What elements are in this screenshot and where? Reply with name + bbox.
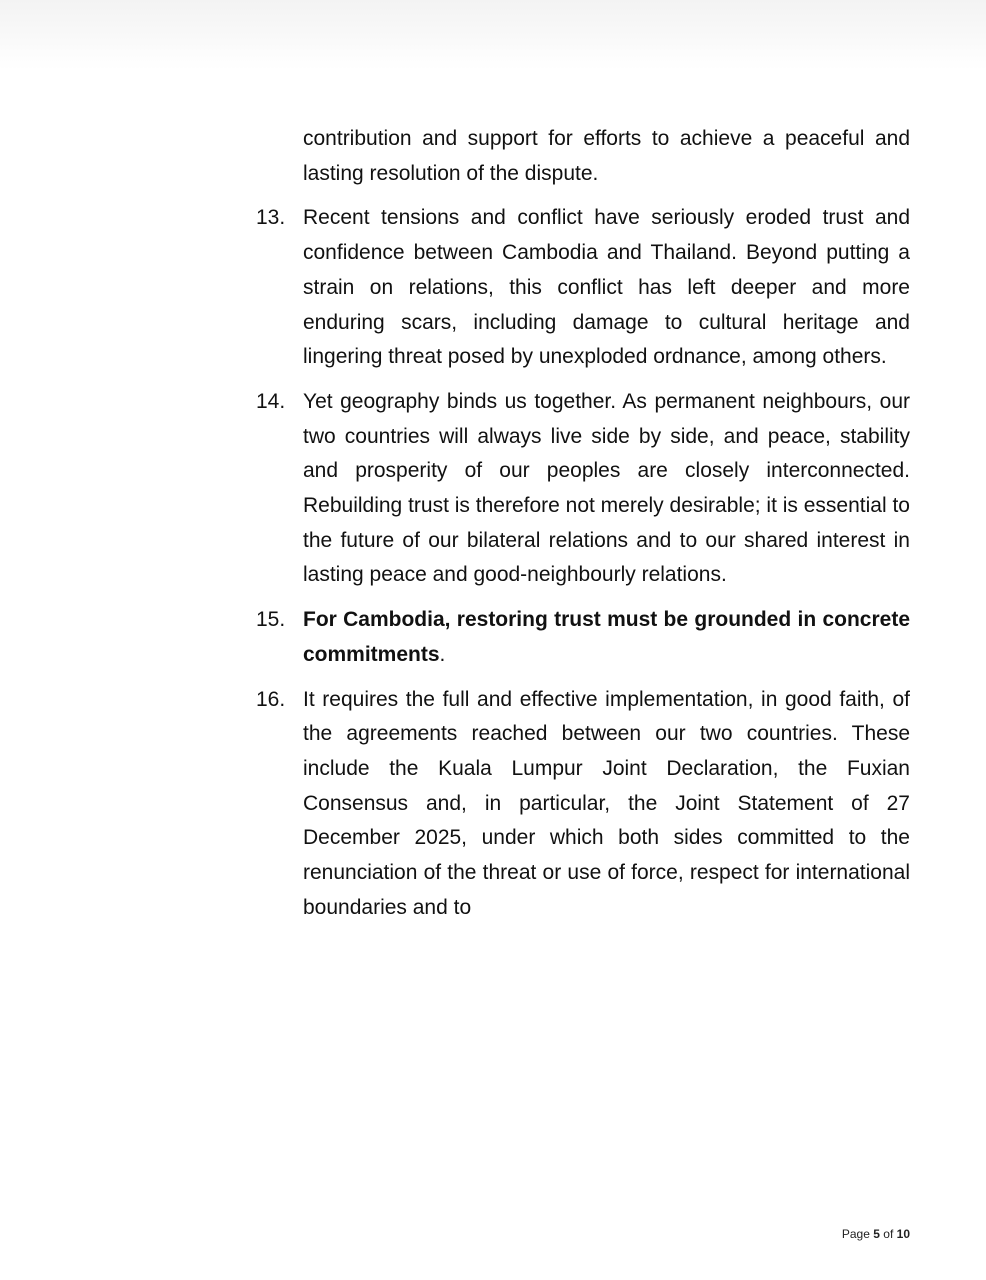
paragraph-13 — [256, 201, 910, 375]
paragraph-16 — [256, 683, 910, 926]
paragraph-15 — [256, 603, 910, 672]
total-pages-number: 10 — [896, 1227, 910, 1241]
page-footer — [842, 1227, 910, 1241]
page-label: Page — [841, 1227, 870, 1241]
paragraph-text: contribution and support for efforts to achieve a peaceful and lasting resolution of the dispute. — [303, 127, 910, 185]
page-top-shadow — [0, 0, 986, 70]
paragraph-text: Yet geography binds us together. As permanent neighbours, our two countries will always live side by side, and peace, stability and prosperity of our peoples are closely interconnected. Rebuilding trust is therefore not merely desirable; it is essential to the future of our bilateral relations and to our shared interest in lasting peace and good-neighbourly relations. — [303, 389, 910, 587]
paragraph-bold-text: For Cambodia, restoring trust must be grounded in concrete commitments — [303, 608, 910, 666]
current-page-number: 5 — [873, 1227, 880, 1241]
paragraph-number: 13. — [256, 206, 286, 230]
paragraph-text: It requires the full and effective implementation, in good faith, of the agreements reached between our two countries. These include the Kuala Lumpur Joint Declaration, the Fuxian Consensus and, in particular, the Joint Statement of 27 December 2025, under which both sides committed to the renunciation of the threat or use of force, respect for international boundaries and to — [303, 687, 910, 919]
document-body — [256, 122, 910, 935]
paragraph-text: Recent tensions and conflict have seriously eroded trust and confidence between Cambodia and Thailand. Beyond putting a strain on relations, this conflict has left deeper and more enduring scars, including damage to cultural heritage and lingering threat posed by unexploded ordnance, among others. — [303, 206, 910, 369]
paragraph-continuation — [256, 122, 910, 191]
paragraph-number: 15. — [256, 608, 286, 632]
paragraph-number: 14. — [256, 389, 286, 413]
paragraph-14 — [256, 385, 910, 593]
paragraph-tail: . — [439, 642, 446, 666]
of-label: of — [883, 1227, 894, 1241]
paragraph-number: 16. — [256, 687, 286, 711]
